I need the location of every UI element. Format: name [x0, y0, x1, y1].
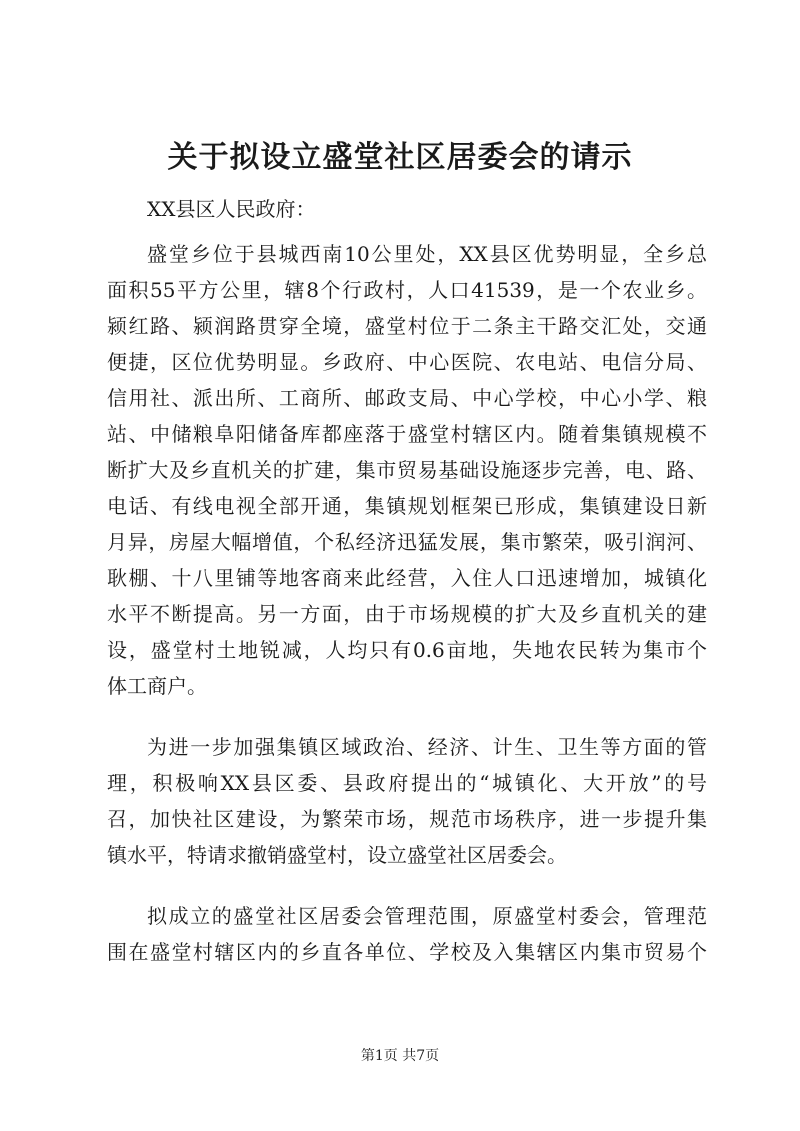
paragraph-1-line: 电话、有线电视全部开通，集镇规划框架已形成，集镇建设日新 — [107, 494, 707, 518]
paragraph-1-line: 颍红路、颍润路贯穿全境，盛堂村位于二条主干路交汇处，交通 — [107, 314, 707, 338]
page-number-footer: 第1页 共7页 — [360, 1048, 440, 1064]
paragraph-1-line: 月异，房屋大幅增值，个私经济迅猛发展，集市繁荣，吸引润河、 — [107, 530, 707, 554]
paragraph-3-line: 围在盛堂村辖区内的乡直各单位、学校及入集辖区内集市贸易个 — [107, 940, 707, 964]
paragraph-1-line: 信用社、派出所、工商所、邮政支局、中心学校，中心小学、粮 — [107, 386, 707, 410]
paragraph-1-line: 体工商户。 — [107, 674, 207, 698]
paragraph-1-line: 盛堂乡位于县城西南10公里处，XX县区优势明显，全乡总 — [147, 242, 707, 266]
paragraph-1-line: 耿棚、十八里铺等地客商来此经营，入住人口迅速增加，城镇化 — [107, 566, 707, 590]
paragraph-2-line: 镇水平，特请求撤销盛堂村，设立盛堂社区居委会。 — [107, 843, 567, 867]
paragraph-1-line: 面积55平方公里，辖8个行政村，人口41539，是一个农业乡。 — [107, 278, 707, 302]
paragraph-1-line: 断扩大及乡直机关的扩建，集市贸易基础设施逐步完善，电、路、 — [107, 458, 707, 482]
paragraph-2-line: 为进一步加强集镇区域政治、经济、计生、卫生等方面的管 — [147, 735, 707, 759]
salutation: XX县区人民政府： — [147, 197, 316, 221]
document-title: 关于拟设立盛堂社区居委会的请示 — [167, 140, 633, 175]
paragraph-1-line: 水平不断提高。另一方面，由于市场规模的扩大及乡直机关的建 — [107, 602, 707, 626]
paragraph-1-line: 便捷，区位优势明显。乡政府、中心医院、农电站、电信分局、 — [107, 350, 707, 374]
paragraph-3-line: 拟成立的盛堂社区居委会管理范围，原盛堂村委会，管理范 — [147, 904, 707, 928]
paragraph-2-line: 理，积极响XX县区委、县政府提出的“城镇化、大开放”的号 — [107, 771, 707, 795]
paragraph-2-line: 召，加快社区建设，为繁荣市场，规范市场秩序，进一步提升集 — [107, 807, 707, 831]
paragraph-1-line: 站、中储粮阜阳储备库都座落于盛堂村辖区内。随着集镇规模不 — [107, 422, 707, 446]
paragraph-1-line: 设，盛堂村土地锐减，人均只有0.6亩地，失地农民转为集市个 — [107, 638, 707, 662]
